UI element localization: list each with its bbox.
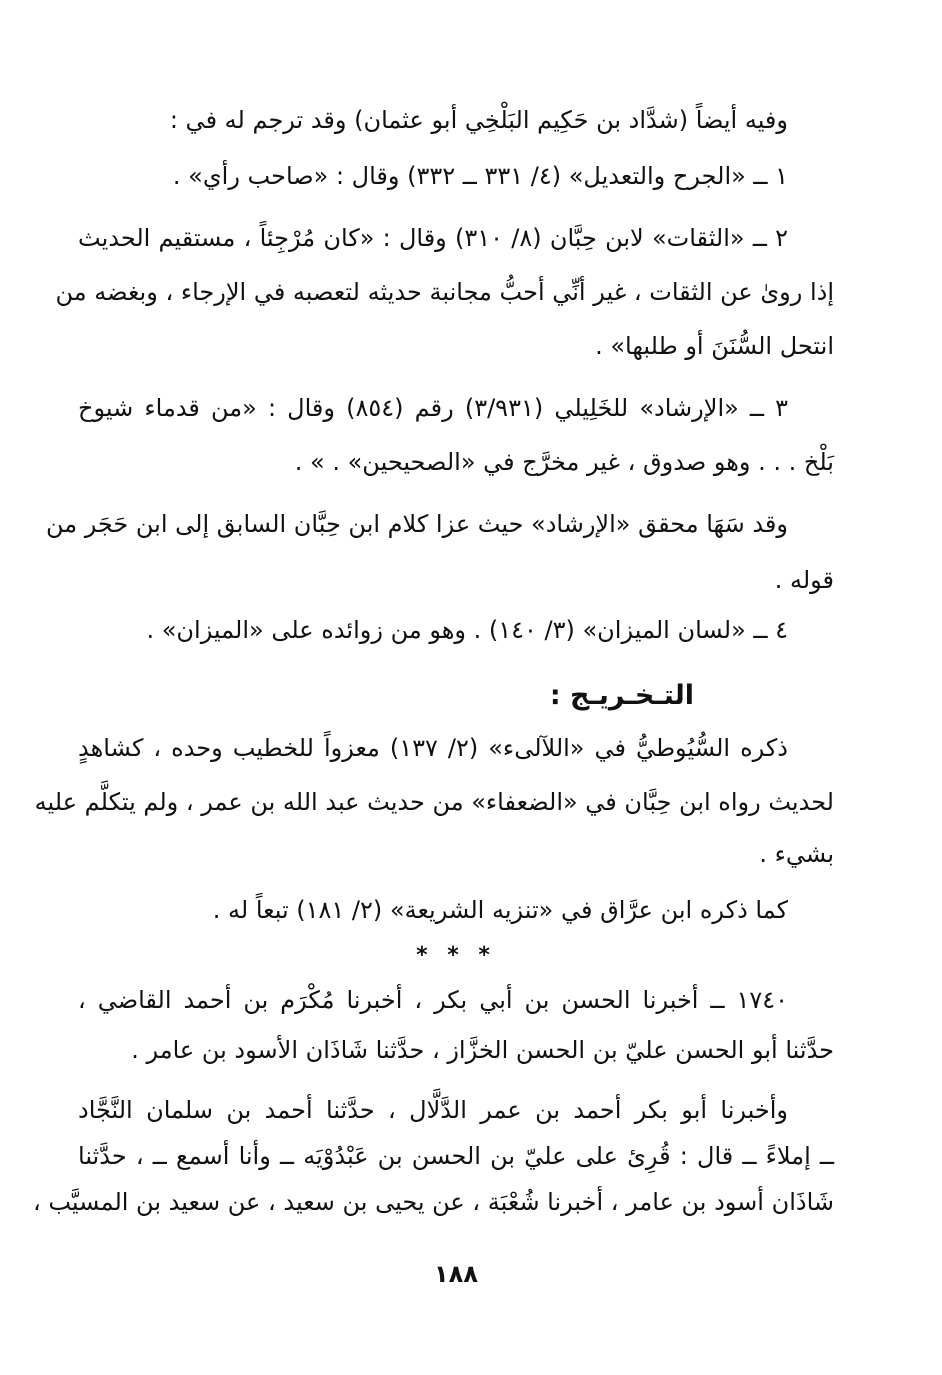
document-page	[32, 100, 834, 1330]
text-line: وقد سَهَا محقق «الإرشاد» حيث عزا كلام ابن حِبَّان السابق إلى ابن حَجَر من	[45, 510, 788, 538]
text-line: ٤ ــ «لسان الميزان» (٣/ ١٤٠) . وهو من زوائده على «الميزان» .	[146, 616, 788, 644]
text-line: ١ ــ «الجرح والتعديل» (٤/ ٣٣١ ــ ٣٣٢) وقال : «صاحب رأي» .	[172, 162, 788, 190]
text-line: وفيه أيضاً (شدَّاد بن حَكِيم البَلْخِي أبو عثمان) وقد ترجم له في :	[169, 106, 788, 134]
section-heading: التـخـريـج :	[549, 680, 694, 711]
text-line: ٣ ــ «الإرشاد» للخَلِيلي (٣/٩٣١) رقم (٨٥٤) وقال : «من قدماء شيوخ	[78, 394, 789, 422]
text-line: ــ إملاءً ــ قال : قُرِئ على عليّ بن الحسن بن عَبْدُوْيَه ــ وأنا أسمع ــ ، حدَّثنا	[78, 1142, 834, 1170]
text-line: ذكره السُّيُوطيُّ في «اللآلىء» (٢/ ١٣٧) معزواً للخطيب وحده ، كشاهدٍ	[78, 734, 788, 762]
text-line: ٢ ــ «الثقات» لابن حِبَّان (٨/ ٣١٠) وقال : «كان مُرْجِئاً ، مستقيم الحديث	[78, 224, 789, 252]
text-line: شَاذَان أسود بن عامر ، أخبرنا شُعْبَة ، عن يحيى بن سعيد ، عن سعيد بن المسيَّب ،	[32, 1188, 834, 1216]
text-line: ١٧٤٠ ــ أخبرنا الحسن بن أبي بكر ، أخبرنا مُكْرَم بن أحمد القاضي ،	[78, 986, 788, 1014]
page-number: ١٨٨	[434, 1260, 478, 1288]
text-line: إذا روىٰ عن الثقات ، غير أنِّي أحبُّ مجانبة حديثه لتعصبه في الإرجاء ، وبغضه من	[55, 278, 834, 306]
text-line: انتحل السُّنَنَ أو طلبها» .	[595, 332, 834, 360]
text-line: بَلْخ . . . وهو صدوق ، غير مخرَّج في «الصحيحين» . » .	[294, 448, 834, 476]
text-line: بشيء .	[759, 840, 834, 868]
section-divider: * * *	[416, 943, 496, 968]
text-line: كما ذكره ابن عرَّاق في «تنزيه الشريعة» (٢/ ١٨١) تبعاً له .	[212, 896, 788, 924]
text-line: قوله .	[774, 566, 834, 594]
text-line: لحديث رواه ابن حِبَّان في «الضعفاء» من حديث عبد الله بن عمر ، ولم يتكلَّم عليه	[34, 788, 834, 816]
text-line: وأخبرنا أبو بكر أحمد بن عمر الدَّلَّال ، حدَّثنا أحمد بن سلمان النَّجَّاد	[78, 1096, 788, 1124]
text-line: حدَّثنا أبو الحسن عليّ بن الحسن الخزَّاز ، حدَّثنا شَاذَان الأسود بن عامر .	[131, 1036, 834, 1064]
